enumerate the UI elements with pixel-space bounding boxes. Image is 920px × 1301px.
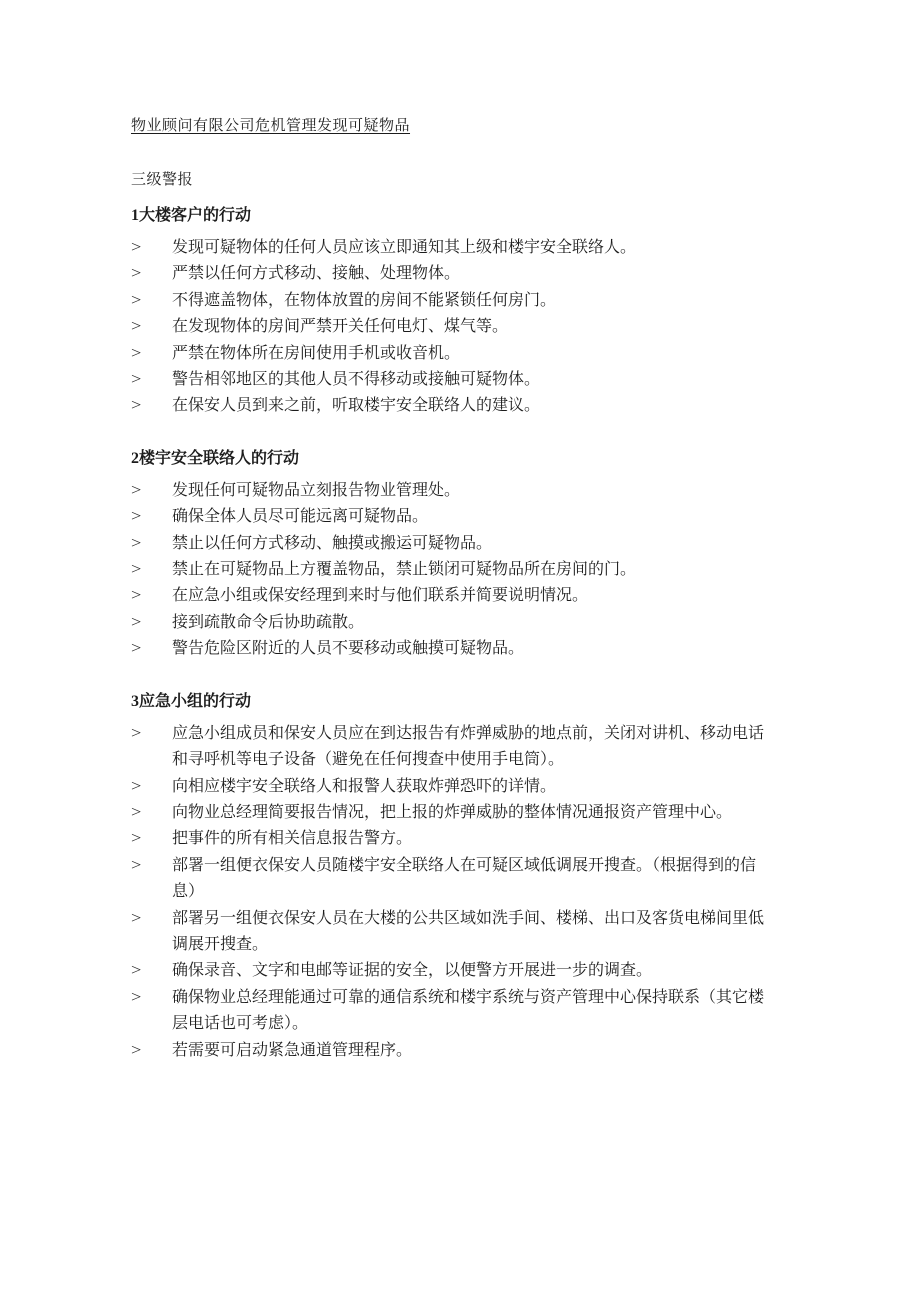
bullet-text: 在发现物体的房间严禁开关任何电灯、煤气等。: [172, 318, 509, 336]
bullet-text: 禁止在可疑物品上方覆盖物品，禁止锁闭可疑物品所在房间的门。: [172, 561, 637, 579]
document-title: 物业顾问有限公司危机管理发现可疑物品: [131, 118, 411, 134]
chevron-bullet-icon: >: [131, 587, 142, 605]
bullet-text: 禁止以任何方式移动、触摸或搬运可疑物品。: [172, 534, 493, 552]
bullet-item: [131, 478, 792, 504]
bullet-item: [131, 826, 792, 852]
chevron-bullet-icon: >: [131, 962, 142, 980]
chevron-bullet-icon: >: [131, 777, 142, 795]
section-emergency-team-actions: [131, 691, 792, 1064]
bullet-item: [131, 774, 792, 800]
bullet-text: 警告危险区附近的人员不要移动或触摸可疑物品。: [172, 640, 525, 658]
bullet-item: [131, 288, 792, 314]
bullet-text: 严禁在物体所在房间使用手机或收音机。: [172, 344, 461, 362]
chevron-bullet-icon: >: [131, 318, 142, 336]
bullet-text: 警告相邻地区的其他人员不得移动或接触可疑物体。: [172, 371, 541, 389]
bullet-item: [131, 367, 792, 393]
chevron-bullet-icon: >: [131, 561, 142, 579]
chevron-bullet-icon: >: [131, 239, 142, 256]
bullet-item: [131, 531, 792, 557]
bullet-text: 发现可疑物体的任何人员应该立即通知其上级和楼宇安全联络人。: [172, 239, 637, 256]
chevron-bullet-icon: >: [131, 803, 142, 821]
bullet-item: [131, 985, 792, 1038]
bullet-item: [131, 1038, 792, 1064]
bullet-text: 把事件的所有相关信息报告警方。: [172, 830, 413, 848]
chevron-bullet-icon: >: [131, 856, 142, 874]
bullet-text: 向相应楼宇安全联络人和报警人获取炸弹恐吓的详情。: [172, 777, 557, 795]
chevron-bullet-icon: >: [131, 371, 142, 389]
bullet-item: [131, 721, 792, 774]
chevron-bullet-icon: >: [131, 481, 142, 499]
bullet-item: [131, 261, 792, 287]
chevron-bullet-icon: >: [131, 909, 142, 927]
bullet-item: [131, 314, 792, 340]
bullet-item: [131, 341, 792, 367]
bullet-text: 部署另一组便衣保安人员在大楼的公共区域如洗手间、楼梯、出口及客货电梯间里低调展开搜查。: [172, 909, 765, 953]
bullet-text: 部署一组便衣保安人员随楼宇安全联络人在可疑区域低调展开搜查。（根据得到的信息）: [172, 856, 757, 901]
bullet-item: [131, 393, 792, 419]
bullet-text: 接到疏散命令后协助疏散。: [172, 613, 365, 631]
chevron-bullet-icon: >: [131, 344, 142, 362]
bullet-item: [131, 504, 792, 530]
section-heading: 3应急小组的行动: [131, 692, 252, 710]
section-building-tenants-actions: [131, 205, 792, 420]
chevron-bullet-icon: >: [131, 613, 142, 631]
bullet-item: [131, 958, 792, 984]
bullet-text: 严禁以任何方式移动、接触、处理物体。: [172, 265, 461, 283]
chevron-bullet-icon: >: [131, 508, 142, 526]
chevron-bullet-icon: >: [131, 640, 142, 658]
bullet-text: 不得遮盖物体，在物体放置的房间不能紧锁任何房门。: [172, 291, 557, 309]
bullet-text: 应急小组成员和保安人员应在到达报告有炸弹威胁的地点前，关闭对讲机、移动电话和寻呼机等电子设备（避免在任何搜查中使用手电筒）。: [172, 724, 765, 769]
bullet-item: [131, 610, 792, 636]
bullet-text: 确保全体人员尽可能远离可疑物品。: [172, 508, 429, 526]
bullet-item: [131, 636, 792, 662]
bullet-item: [131, 906, 792, 959]
bullet-text: 发现任何可疑物品立刻报告物业管理处。: [172, 481, 461, 499]
section-building-security-liaison-actions: [131, 448, 792, 663]
bullet-item: [131, 235, 792, 261]
bullet-item: [131, 853, 792, 906]
bullet-text: 向物业总经理简要报告情况，把上报的炸弹威胁的整体情况通报资产管理中心。: [172, 803, 733, 821]
bullet-text: 在应急小组或保安经理到来时与他们联系并简要说明情况。: [172, 587, 589, 605]
bullet-item: [131, 557, 792, 583]
chevron-bullet-icon: >: [131, 534, 142, 552]
alert-level-heading: 三级警报: [131, 172, 194, 188]
chevron-bullet-icon: >: [131, 724, 142, 742]
bullet-text: 确保物业总经理能通过可靠的通信系统和楼宇系统与资产管理中心保持联系（其它楼层电话也可考虑）。: [172, 988, 765, 1033]
bullet-item: [131, 800, 792, 826]
chevron-bullet-icon: >: [131, 397, 142, 415]
bullet-item: [131, 583, 792, 609]
section-heading: 1大楼客户的行动: [131, 207, 252, 224]
bullet-text: 在保安人员到来之前，听取楼宇安全联络人的建议。: [172, 397, 541, 415]
chevron-bullet-icon: >: [131, 291, 142, 309]
chevron-bullet-icon: >: [131, 265, 142, 283]
chevron-bullet-icon: >: [131, 1041, 142, 1059]
chevron-bullet-icon: >: [131, 830, 142, 848]
section-heading: 2楼宇安全联络人的行动: [131, 449, 300, 467]
chevron-bullet-icon: >: [131, 988, 142, 1006]
bullet-text: 确保录音、文字和电邮等证据的安全，以便警方开展进一步的调查。: [172, 962, 653, 980]
bullet-text: 若需要可启动紧急通道管理程序。: [172, 1041, 413, 1059]
